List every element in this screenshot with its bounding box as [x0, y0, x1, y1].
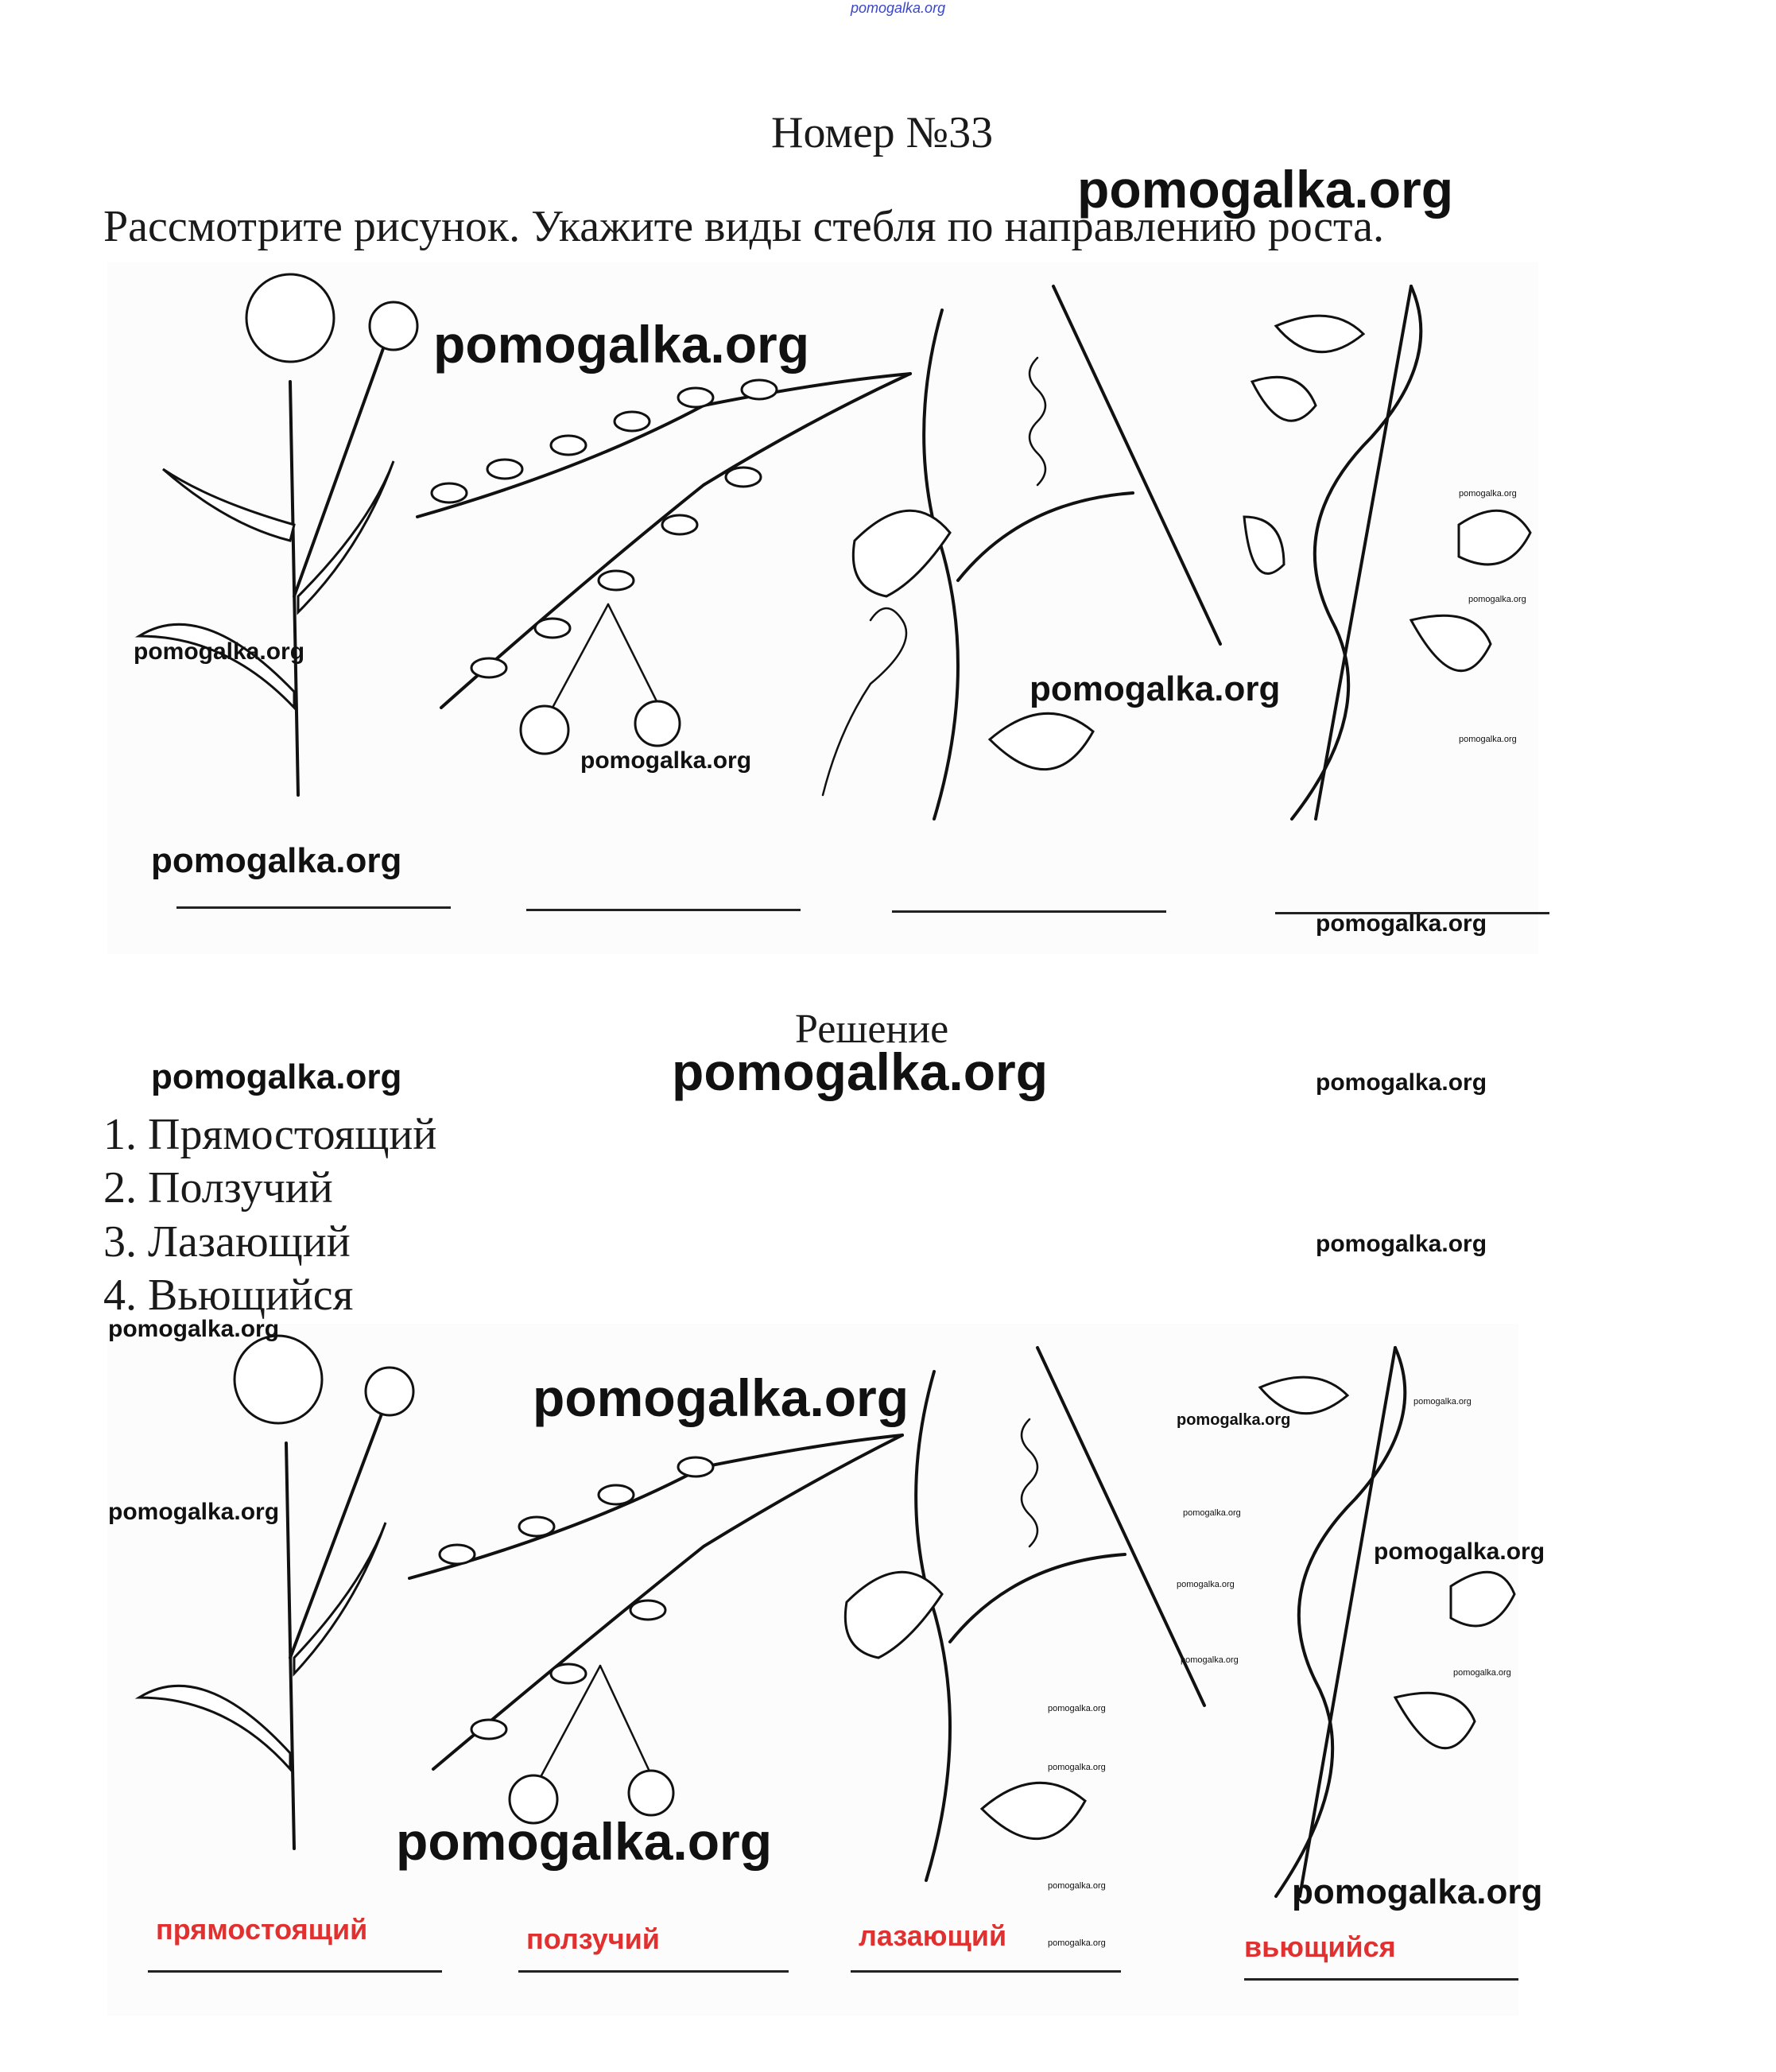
- task-title: Номер №33: [771, 108, 994, 157]
- twining-stem-plant-icon: [1260, 1348, 1514, 1896]
- watermark: pomogalka.org: [1177, 1411, 1291, 1429]
- straight-stem-plant-icon: [139, 274, 417, 795]
- watermark: pomogalka.org: [1030, 669, 1281, 708]
- watermark: pomogalka.org: [433, 315, 810, 374]
- watermark: pomogalka.org: [134, 638, 305, 665]
- watermark: pomogalka.org: [1048, 1704, 1106, 1713]
- label-underline-2: [518, 1970, 789, 1973]
- climbing-stem-plant-icon: [823, 286, 1220, 819]
- watermark: pomogalka.org: [108, 1316, 280, 1342]
- creeping-stem-plant-icon: [417, 374, 910, 754]
- watermark: pomogalka.org: [1316, 1069, 1487, 1096]
- watermark: pomogalka.org: [1459, 735, 1517, 744]
- solution-heading: Решение: [795, 1007, 949, 1052]
- watermark: pomogalka.org: [580, 747, 752, 774]
- watermark: pomogalka.org: [1316, 910, 1487, 937]
- header-site-link[interactable]: pomogalka.org: [851, 0, 946, 16]
- watermark: pomogalka.org: [1177, 1580, 1235, 1589]
- figure-label-straight: прямостоящий: [156, 1913, 368, 1946]
- watermark: pomogalka.org: [1077, 160, 1454, 219]
- watermark: pomogalka.org: [1453, 1668, 1511, 1678]
- straight-stem-plant-icon: [139, 1336, 413, 1849]
- answer-blank-2[interactable]: [526, 909, 801, 911]
- watermark: pomogalka.org: [1459, 489, 1517, 499]
- figure-label-twining: вьющийся: [1244, 1930, 1396, 1963]
- answer-blank-1[interactable]: [176, 906, 451, 909]
- watermark: pomogalka.org: [1181, 1655, 1239, 1665]
- figure-label-climbing: лазающий: [859, 1919, 1007, 1952]
- figure-label-creeping: ползучий: [526, 1923, 660, 1955]
- answer-blank-3[interactable]: [892, 910, 1166, 913]
- answer-list-item: 3. Лазающий: [103, 1217, 351, 1267]
- answer-list-item: 4. Вьющийся: [103, 1271, 354, 1320]
- watermark: pomogalka.org: [151, 841, 402, 880]
- watermark: pomogalka.org: [1468, 595, 1526, 604]
- watermark: pomogalka.org: [1374, 1538, 1545, 1565]
- creeping-stem-plant-icon: [409, 1435, 902, 1823]
- label-underline-1: [148, 1970, 442, 1973]
- watermark: pomogalka.org: [1183, 1508, 1241, 1518]
- watermark: pomogalka.org: [1048, 1881, 1106, 1891]
- task-question: Рассмотрите рисунок. Укажите виды стебля по направлению роста.: [103, 202, 1384, 251]
- watermark: pomogalka.org: [1048, 1938, 1106, 1948]
- watermark: pomogalka.org: [1292, 1872, 1543, 1911]
- label-underline-4: [1244, 1978, 1518, 1981]
- watermark: pomogalka.org: [1316, 1231, 1487, 1257]
- watermark: pomogalka.org: [1048, 1763, 1106, 1772]
- label-underline-3: [851, 1970, 1121, 1973]
- watermark: pomogalka.org: [108, 1499, 280, 1525]
- watermark: pomogalka.org: [151, 1057, 402, 1096]
- answer-list-item: 1. Прямостоящий: [103, 1110, 437, 1159]
- answer-list-item: 2. Ползучий: [103, 1163, 333, 1213]
- watermark: pomogalka.org: [533, 1368, 909, 1427]
- watermark: pomogalka.org: [396, 1812, 773, 1871]
- watermark: pomogalka.org: [1413, 1397, 1472, 1407]
- watermark: pomogalka.org: [672, 1042, 1049, 1101]
